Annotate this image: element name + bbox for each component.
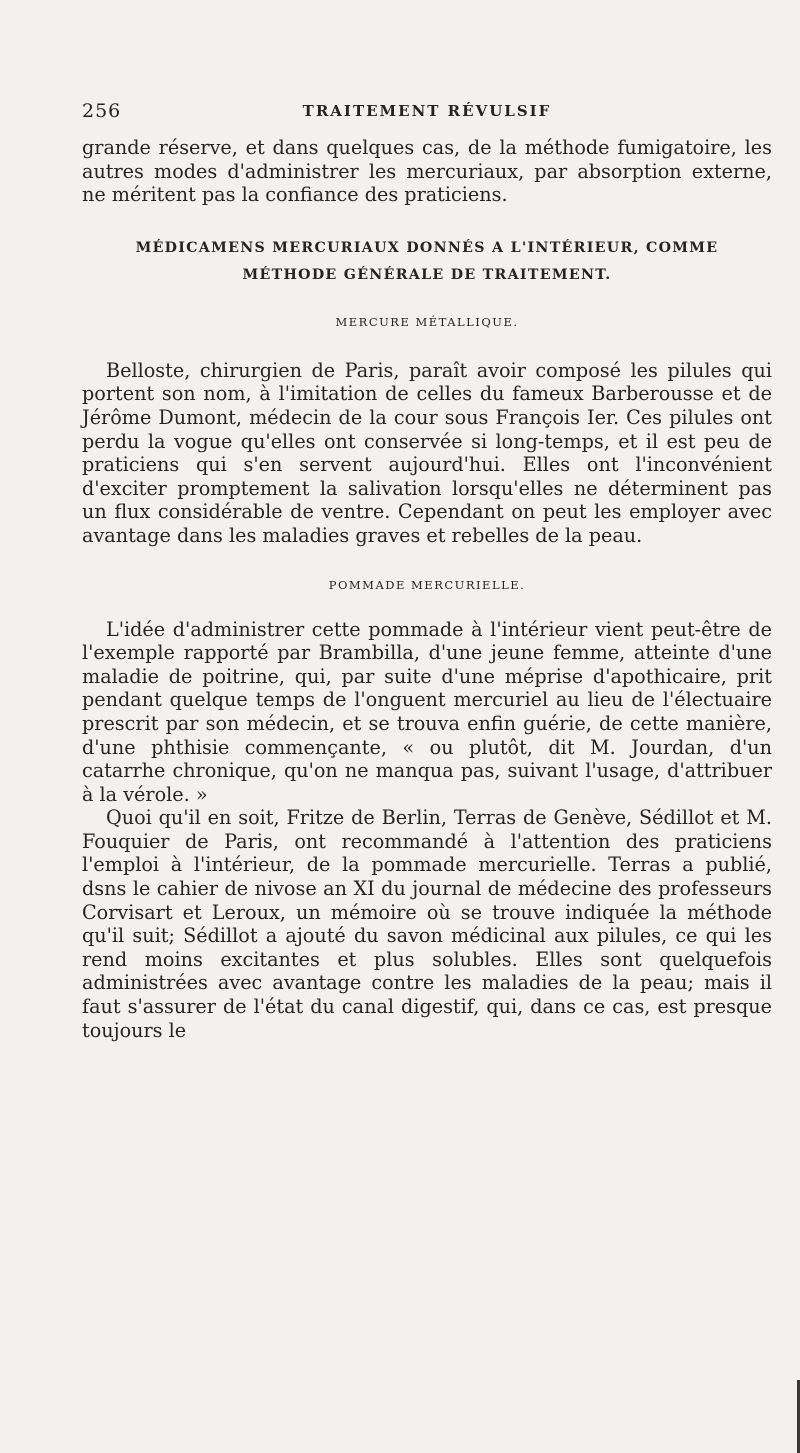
book-page (82, 100, 772, 1042)
section-heading-line-2: MÉTHODE GÉNÉRALE DE TRAITEMENT. (242, 266, 612, 283)
page-header (82, 100, 772, 132)
section-heading-line-1: MÉDICAMENS MERCURIAUX DONNÉS A L'INTÉRIEUR, COMME (135, 239, 719, 256)
paragraph-belloste: Belloste, chirurgien de Paris, paraît avoir composé les pilules qui portent son nom, à l'imitation de celles du fameux Barberousse et de Jérôme Dumont, médecin de la cour sous François Ier. Ces pilules ont perdu la vogue qu'elles ont conservée si long-temps, et il est peu de praticiens qui s'en servent aujourd'hui. Elles ont l'inconvénient d'exciter promptement la salivation lorsqu'elles ne déterminent pas un flux considérable de ventre. Cependant on peut les employer avec avantage dans les maladies graves et rebelles de la peau. (82, 358, 772, 547)
paragraph-quoi: Quoi qu'il en soit, Fritze de Berlin, Terras de Genève, Sédillot et M. Fouquier de Paris, ont recommandé à l'attention des praticiens l'emploi à l'intérieur, de la pommade mercurielle. Terras a publié, dsns le cahier de nivose an XI du journal de médecine des professeurs Corvisart et Leroux, un mémoire où se trouve indiquée la méthode qu'il suit; Sédillot a ajouté du savon médicinal aux pilules, ce qui les rend moins excitantes et plus solubles. Elles sont quelquefois administrées avec avantage contre les maladies de la peau; mais il faut s'assurer de l'état du canal digestif, qui, dans ce cas, est presque toujours le (82, 806, 772, 1042)
running-title: TRAITEMENT RÉVULSIF (302, 102, 552, 120)
paragraph-idee: L'idée d'administrer cette pommade à l'intérieur vient peut-être de l'exemple rapporté par Brambilla, d'une jeune femme, atteinte d'une maladie de poitrine, qui, par suite d'une méprise d'apothicaire, prit pendant quelque temps de l'onguent mercuriel au lieu de l'électuaire prescrit par son médecin, et se trouva enfin guérie, de cette manière, d'une phthisie commençante, « ou plutôt, dit M. Jourdan, d'un catarrhe chronique, qu'on ne manqua pas, suivant l'usage, d'attribuer à la vérole. » (82, 617, 772, 806)
subheading-pommade-mercurielle: POMMADE MERCURIELLE. (328, 577, 526, 592)
subheading-mercure-metallique: MERCURE MÉTALLIQUE. (335, 314, 519, 329)
paragraph-intro: grande réserve, et dans quelques cas, de la méthode fumigatoire, les autres modes d'administrer les mercuriaux, par absorption externe, ne méritent pas la confiance des praticiens. (82, 136, 772, 207)
section-heading (82, 235, 772, 289)
page-number: 256 (82, 100, 122, 122)
